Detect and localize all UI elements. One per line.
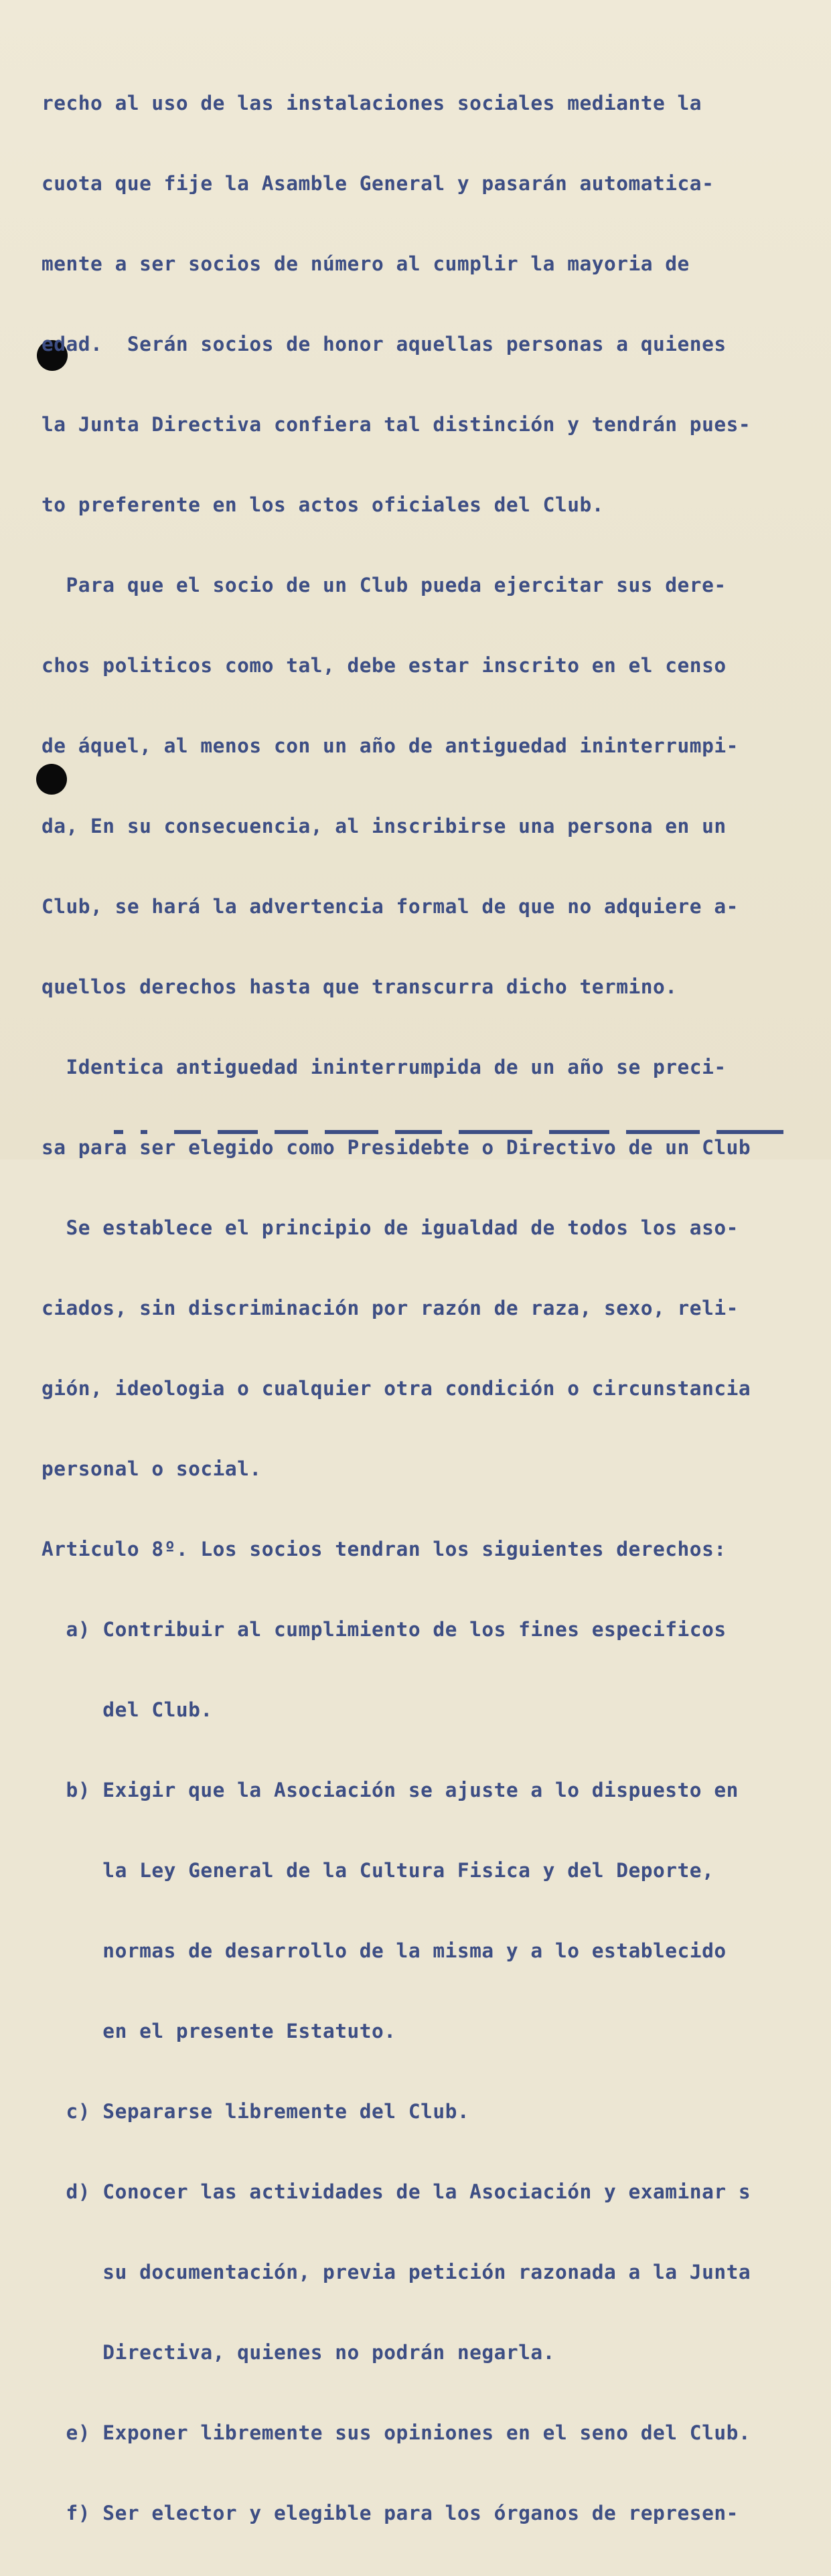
list-item: Directiva, quienes no podrán negarla.: [42, 2341, 555, 2364]
text-line: de áquel, al menos con un año de antiguedad ininterrumpi-: [42, 734, 739, 757]
text-line: da, En su consecuencia, al inscribirse una persona en un: [42, 815, 727, 837]
list-item: c) Separarse libremente del Club.: [42, 2100, 470, 2123]
list-item: b) Exigir que la Asociación se ajuste a lo dispuesto en: [42, 1779, 739, 1801]
typed-text-body: [42, 40, 825, 2576]
text-line: to preferente en los actos oficiales del Club.: [42, 493, 604, 516]
text-line: quellos derechos hasta que transcurra dicho termino.: [42, 975, 678, 998]
text-line: chos politicos como tal, debe estar inscrito en el censo: [42, 654, 727, 677]
list-item: del Club.: [42, 1698, 213, 1721]
cut-off-text-line: [100, 1125, 797, 1139]
list-item: d) Conocer las actividades de la Asociación y examinar s: [42, 2180, 751, 2203]
text-line: Se establece el principio de igualdad de todos los aso-: [42, 1216, 739, 1239]
list-item: e) Exponer libremente sus opiniones en el seno del Club.: [42, 2421, 751, 2444]
text-line: personal o social.: [42, 1457, 262, 1480]
article-heading: Articulo 8º. Los socios tendran los siguientes derechos:: [42, 1538, 727, 1560]
list-item: la Ley General de la Cultura Fisica y del Deporte,: [42, 1859, 714, 1882]
text-line: edad. Serán socios de honor aquellas personas a quienes: [42, 333, 727, 355]
text-line: cuota que fije la Asamble General y pasarán automatica-: [42, 172, 714, 195]
list-item: en el presente Estatuto.: [42, 2020, 396, 2042]
list-item: a) Contribuir al cumplimiento de los fines especificos: [42, 1618, 727, 1641]
text-line: sa para ser elegido como Presidebte o Directivo de un Club: [42, 1136, 751, 1159]
text-line: ciados, sin discriminación por razón de raza, sexo, reli-: [42, 1297, 739, 1319]
text-line: Para que el socio de un Club pueda ejercitar sus dere-: [42, 574, 727, 596]
text-line: Club, se hará la advertencia formal de que no adquiere a-: [42, 895, 739, 918]
list-item: su documentación, previa petición razonada a la Junta: [42, 2261, 751, 2283]
text-line: recho al uso de las instalaciones sociales mediante la: [42, 92, 702, 114]
text-line: la Junta Directiva confiera tal distinción y tendrán pues-: [42, 413, 751, 436]
list-item: f) Ser elector y elegible para los órganos de represen-: [42, 2502, 739, 2524]
list-item: normas de desarrollo de la misma y a lo establecido: [42, 1939, 727, 1962]
text-line: gión, ideologia o cualquier otra condición o circunstancia: [42, 1377, 751, 1400]
text-line: Identica antiguedad ininterrumpida de un año se preci-: [42, 1056, 727, 1078]
text-line: mente a ser socios de número al cumplir la mayoria de: [42, 252, 690, 275]
